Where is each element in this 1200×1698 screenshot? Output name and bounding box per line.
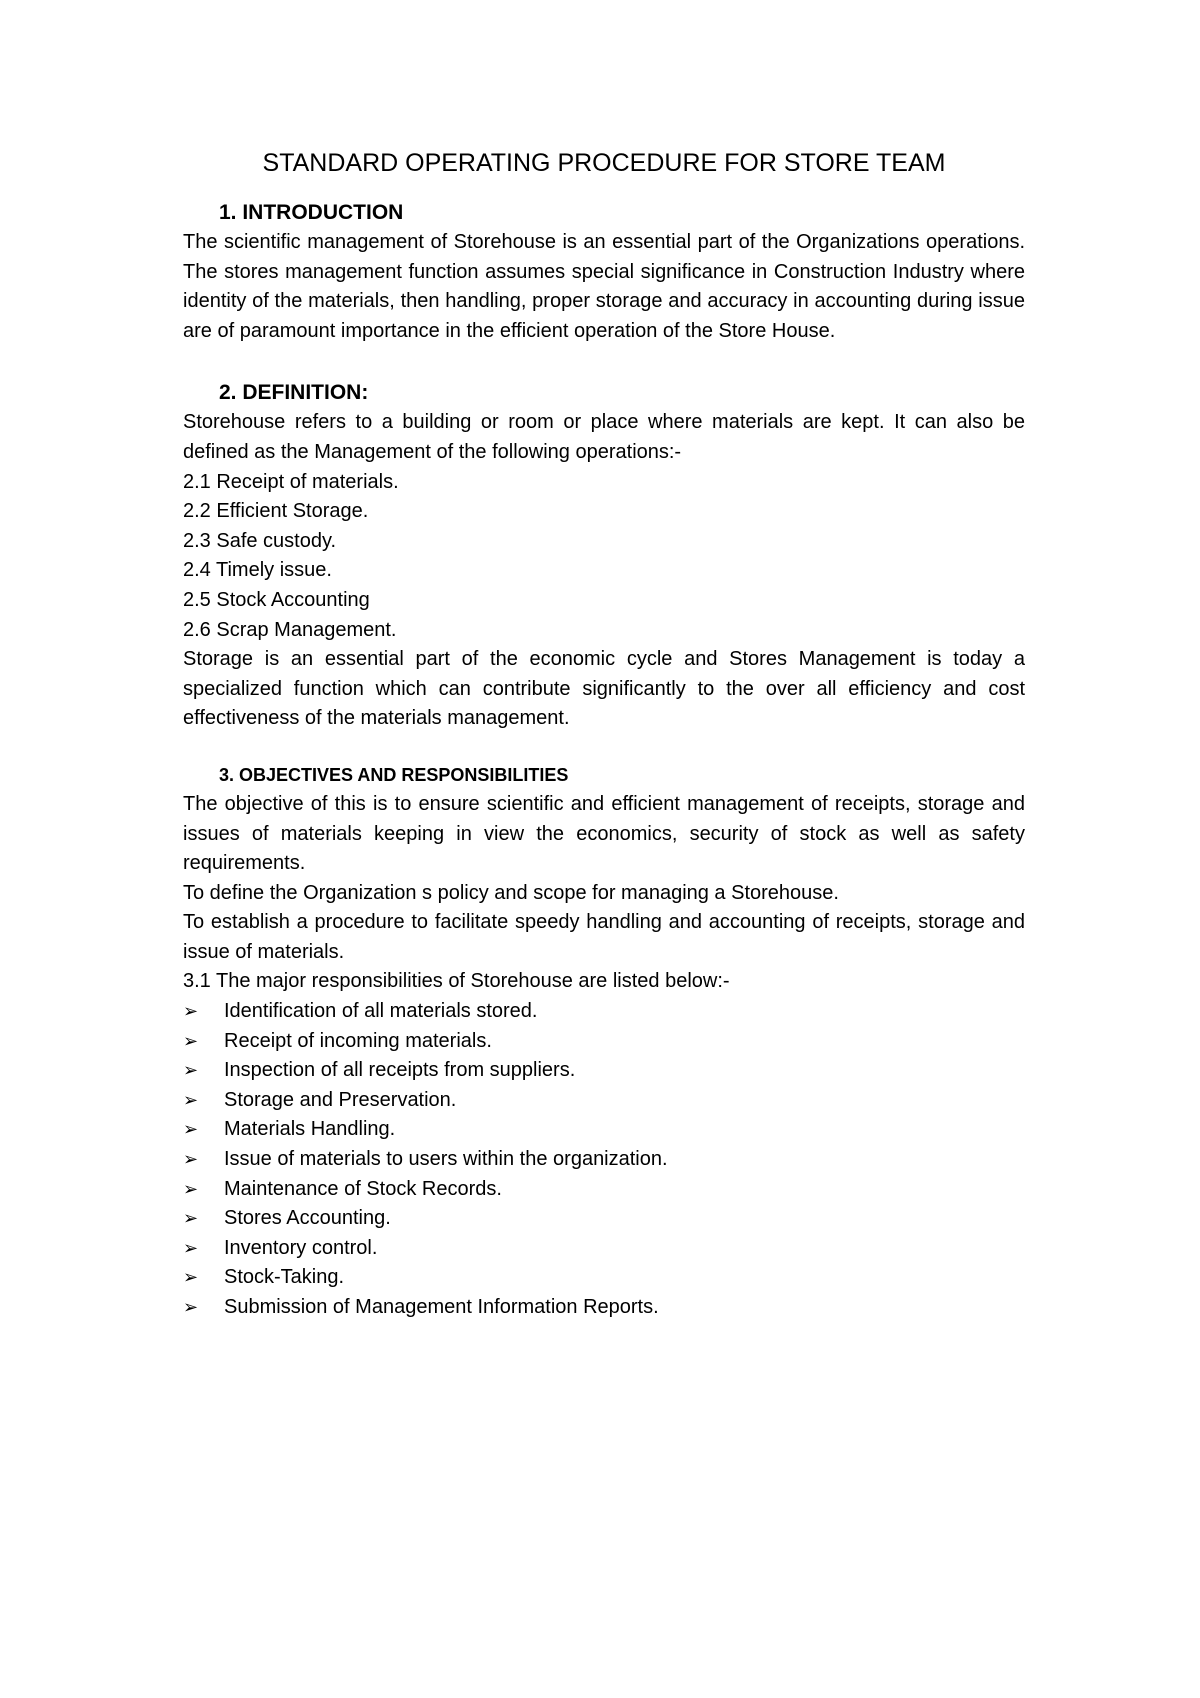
arrow-bullet-icon: ➢ xyxy=(183,1149,199,1170)
definition-item: 2.6 Scrap Management. xyxy=(183,618,397,641)
definition-item: 2.1 Receipt of materials. xyxy=(183,470,399,493)
arrow-bullet-icon: ➢ xyxy=(183,1297,199,1317)
definition-item: 2.3 Safe custody. xyxy=(183,529,337,552)
arrow-bullet-icon: ➢ xyxy=(183,1208,199,1229)
arrow-bullet-icon: ➢ xyxy=(183,1001,199,1022)
definition-closing-paragraph: Storage is an essential part of the economic cycle and Stores Management is today a specialized function which can contribute significantly to the over all efficiency and cost effectiveness of the materials management. xyxy=(183,648,1025,730)
list-item xyxy=(183,1263,1025,1293)
arrow-bullet-icon: ➢ xyxy=(183,1178,199,1199)
list-item-text: Receipt of incoming materials. xyxy=(224,1029,492,1052)
list-item-text: Storage and Preservation. xyxy=(224,1088,457,1111)
list-item-text: Stock-Taking. xyxy=(224,1266,345,1289)
list-item-text: Maintenance of Stock Records. xyxy=(224,1177,502,1200)
list-item-text: Stores Accounting. xyxy=(224,1207,391,1230)
introduction-paragraph: The scientific management of Storehouse is an essential part of the Organizations operations. The stores management function assumes special significance in Construction Industry where identity of the materials, then handling, proper storage and accuracy in accounting during issue are of paramount importance in the efficient operation of the Store House. xyxy=(183,231,1025,342)
list-item-text: Submission of Management Information Reports. xyxy=(224,1296,659,1318)
section-heading-objectives: 3. OBJECTIVES AND RESPONSIBILITIES xyxy=(219,764,569,785)
list-item-text: Identification of all materials stored. xyxy=(224,1000,538,1023)
arrow-bullet-icon: ➢ xyxy=(183,1237,199,1258)
document-title: STANDARD OPERATING PROCEDURE FOR STORE TEAM xyxy=(262,149,946,177)
objectives-procedure-paragraph: To establish a procedure to facilitate speedy handling and accounting of receipts, storage and issue of materials. xyxy=(183,911,1025,963)
responsibilities-intro: 3.1 The major responsibilities of Storehouse are listed below:- xyxy=(183,970,730,993)
list-item xyxy=(183,1115,1025,1145)
objectives-paragraph: The objective of this is to ensure scientific and efficient management of receipts, storage and issues of materials keeping in view the economics, security of stock as well as safety requirements. xyxy=(183,792,1025,875)
list-item xyxy=(183,1175,1025,1205)
arrow-bullet-icon: ➢ xyxy=(183,1267,199,1288)
section-heading-introduction: 1. INTRODUCTION xyxy=(219,201,404,224)
list-item xyxy=(183,997,1025,1027)
list-item-text: Materials Handling. xyxy=(224,1118,396,1141)
list-item xyxy=(183,1027,1025,1057)
definition-item: 2.4 Timely issue. xyxy=(183,559,332,582)
objectives-policy-paragraph: To define the Organization s policy and scope for managing a Storehouse. xyxy=(183,881,839,904)
list-item-text: Inspection of all receipts from suppliers. xyxy=(224,1059,576,1082)
definition-paragraph: Storehouse refers to a building or room or place where materials are kept. It can also be defined as the Management of the following operations:- xyxy=(183,411,1025,463)
arrow-bullet-icon: ➢ xyxy=(183,1030,199,1051)
list-item xyxy=(183,1204,1025,1234)
responsibilities-list xyxy=(183,997,1025,1323)
document-page xyxy=(183,148,1025,1323)
list-item-text: Issue of materials to users within the organization. xyxy=(224,1148,668,1171)
list-item xyxy=(183,1086,1025,1116)
list-item xyxy=(183,1293,1025,1323)
arrow-bullet-icon: ➢ xyxy=(183,1119,199,1140)
arrow-bullet-icon: ➢ xyxy=(183,1060,199,1081)
arrow-bullet-icon: ➢ xyxy=(183,1089,199,1110)
list-item-text: Inventory control. xyxy=(224,1236,378,1259)
list-item xyxy=(183,1234,1025,1264)
list-item xyxy=(183,1056,1025,1086)
list-item xyxy=(183,1145,1025,1175)
definition-item: 2.2 Efficient Storage. xyxy=(183,500,369,523)
definition-item: 2.5 Stock Accounting xyxy=(183,588,370,611)
section-heading-definition: 2. DEFINITION: xyxy=(219,381,369,405)
